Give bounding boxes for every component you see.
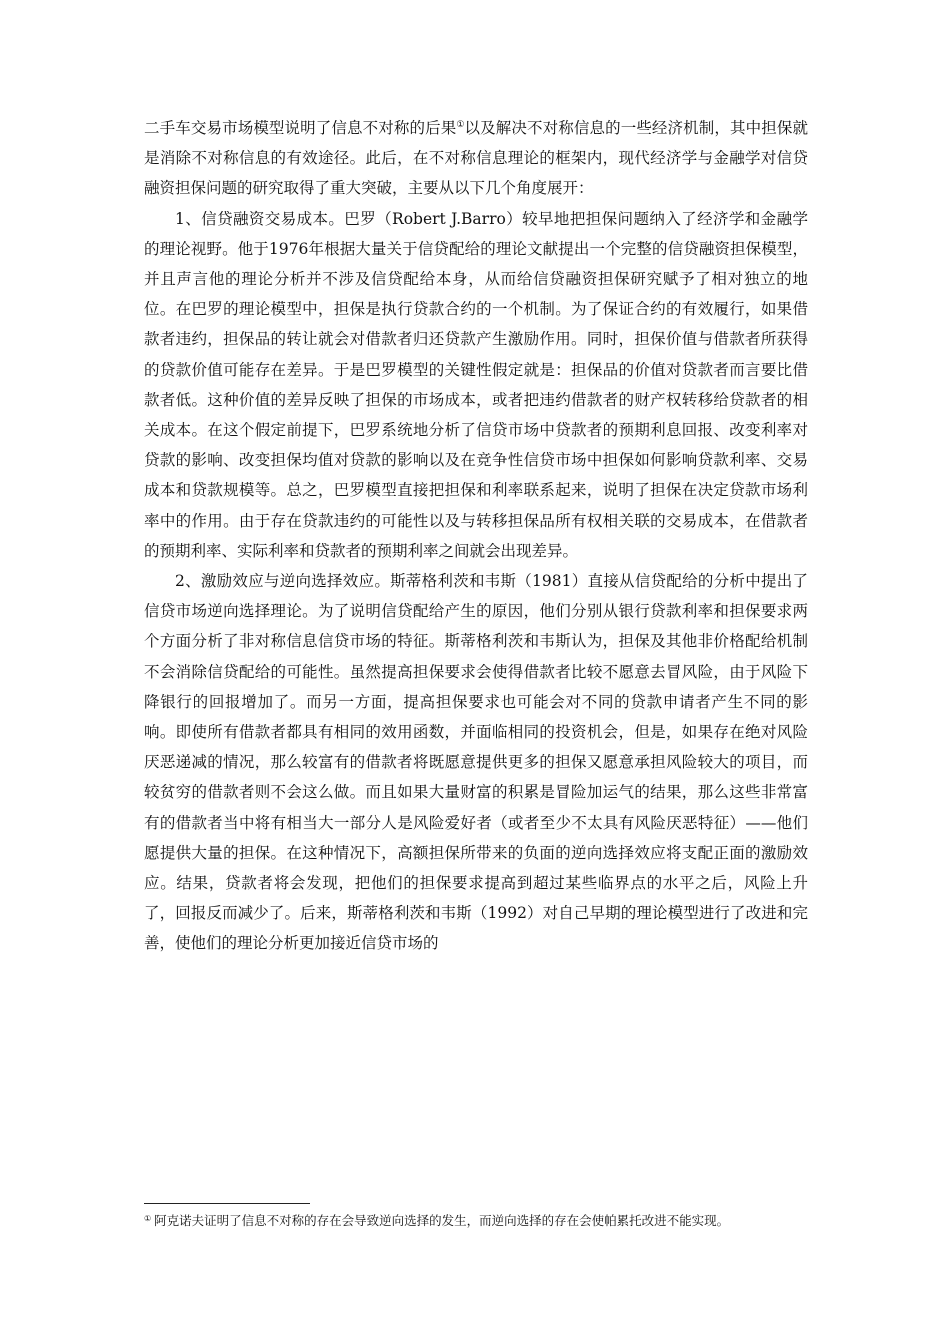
paragraph-incentive-adverse-selection: 2、激励效应与逆向选择效应。斯蒂格利茨和韦斯（1981）直接从信贷配给的分析中提出了信贷市场逆向选择理论。为了说明信贷配给产生的原因，他们分别从银行贷款利率和担保要求两个方面分析了非对称信息信贷市场的特征。斯蒂格利茨和韦斯认为，担保及其他非价格配给机制不会消除信贷配给的可能性。虽然提高担保要求会使得借款者比较不愿意去冒风险，由于风险下降银行的回报增加了。而另一方面，提高担保要求也可能会对不同的贷款申请者产生不同的影响。即使所有借款者都具有相同的效用函数，并面临相同的投资机会，但是，如果存在绝对风险厌恶递减的情况，那么较富有的借款者将既愿意提供更多的担保又愿意承担风险较大的项目，而较贫穷的借款者则不会这么做。而且如果大量财富的积累是冒险加运气的结果，那么这些非常富有的借款者当中将有相当大一部分人是风险爱好者（或者至少不太具有风险厌恶特征）——他们愿提供大量的担保。在这种情况下，高额担保所带来的负面的逆向选择效应将支配正面的激励效应。结果，贷款者将会发现，把他们的担保要求提高到超过某些临界点的水平之后，风险上升了，回报反而减少了。后来，斯蒂格利茨和韦斯（1992）对自己早期的理论模型进行了改进和完善，使他们的理论分析更加接近信贷市场的 (144, 572, 808, 953)
paragraph-transaction-cost: 1、信贷融资交易成本。巴罗（Robert J.Barro）较早地把担保问题纳入了经济学和金融学的理论视野。他于1976年根据大量关于信贷配给的理论文献提出一个完整的信贷融资担保模型，并且声言他的理论分析并不涉及信贷配给本身，从而给信贷融资担保研究赋予了相对独立的地位。在巴罗的理论模型中，担保是执行贷款合约的一个机制。为了保证合约的有效履行，如果借款者违约，担保品的转让就会对借款者归还贷款产生激励作用。同时，担保价值与借款者所获得的贷款价值可能存在差异。于是巴罗模型的关键性假定就是：担保品的价值对贷款者而言要比借款者低。这种价值的差异反映了担保的市场成本，或者把违约借款者的财产权转移给贷款者的相关成本。在这个假定前提下，巴罗系统地分析了信贷市场中贷款者的预期利息回报、改变利率对贷款的影响、改变担保均值对贷款的影响以及在竞争性信贷市场中担保如何影响贷款利率、交易成本和贷款规模等。总之，巴罗模型直接把担保和利率联系起来，说明了担保在决定贷款市场利率中的作用。由于存在贷款违约的可能性以及与转移担保品所有权相关联的交易成本，在借款者的预期利率、实际利率和贷款者的预期利率之间就会出现差异。 (144, 209, 808, 560)
body-text (144, 113, 808, 959)
paragraph-intro-text-continued: 以及解决不对称信息的一些经济机制，其中担保就是消除不对称信息的有效途径。此后，在不对称信息理论的框架内，现代经济学与金融学对信贷融资担保问题的研究取得了重大突破，主要从以下几个角度展开： (144, 119, 808, 198)
footnote-divider (144, 1203, 310, 1204)
footnote (144, 1212, 824, 1230)
footnote-text: 阿克诺夫证明了信息不对称的存在会导致逆向选择的发生，而逆向选择的存在会使帕累托改进不能实现。 (154, 1213, 730, 1228)
paragraph-intro (144, 113, 808, 204)
paragraph-intro-text: 二手车交易市场模型说明了信息不对称的后果 (144, 119, 457, 137)
footnote-reference: ① (456, 120, 465, 130)
footnote-marker: ① (144, 1214, 152, 1223)
